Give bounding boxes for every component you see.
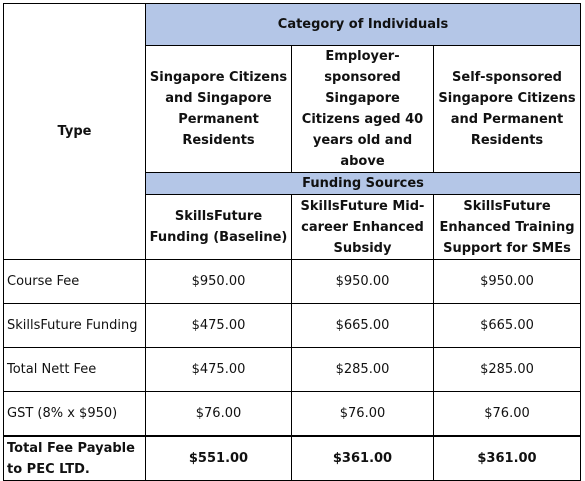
category-cell: Employer-sponsored Singapore Citizens aged 40 years old and above <box>292 46 434 173</box>
category-header: Category of Individuals <box>146 4 581 46</box>
value-cell: $361.00 <box>292 436 434 481</box>
value-cell: $950.00 <box>146 260 292 304</box>
value-cell: $551.00 <box>146 436 292 481</box>
row-label: GST (8% x $950) <box>4 392 146 437</box>
value-cell: $475.00 <box>146 348 292 392</box>
row-label: Total Fee Payable to PEC LTD. <box>4 436 146 481</box>
value-cell: $950.00 <box>292 260 434 304</box>
table-row <box>4 392 581 437</box>
value-cell: $285.00 <box>434 348 581 392</box>
value-cell: $76.00 <box>434 392 581 437</box>
category-cell: Singapore Citizens and Singapore Permanent Residents <box>146 46 292 173</box>
table-row <box>4 304 581 348</box>
table-row <box>4 348 581 392</box>
funding-source-cell: SkillsFuture Mid-career Enhanced Subsidy <box>292 195 434 260</box>
value-cell: $76.00 <box>146 392 292 437</box>
category-cell: Self-sponsored Singapore Citizens and Permanent Residents <box>434 46 581 173</box>
funding-source-cell: SkillsFuture Funding (Baseline) <box>146 195 292 260</box>
table-row <box>4 260 581 304</box>
value-cell: $76.00 <box>292 392 434 437</box>
value-cell: $950.00 <box>434 260 581 304</box>
table-row-total <box>4 436 581 481</box>
row-label: Total Nett Fee <box>4 348 146 392</box>
value-cell: $665.00 <box>434 304 581 348</box>
value-cell: $475.00 <box>146 304 292 348</box>
header-row-category <box>4 4 581 46</box>
fee-table <box>3 3 581 481</box>
value-cell: $285.00 <box>292 348 434 392</box>
row-label: Course Fee <box>4 260 146 304</box>
type-header: Type <box>4 4 146 260</box>
row-label: SkillsFuture Funding <box>4 304 146 348</box>
value-cell: $361.00 <box>434 436 581 481</box>
funding-sources-header: Funding Sources <box>146 173 581 195</box>
value-cell: $665.00 <box>292 304 434 348</box>
funding-source-cell: SkillsFuture Enhanced Training Support for SMEs <box>434 195 581 260</box>
